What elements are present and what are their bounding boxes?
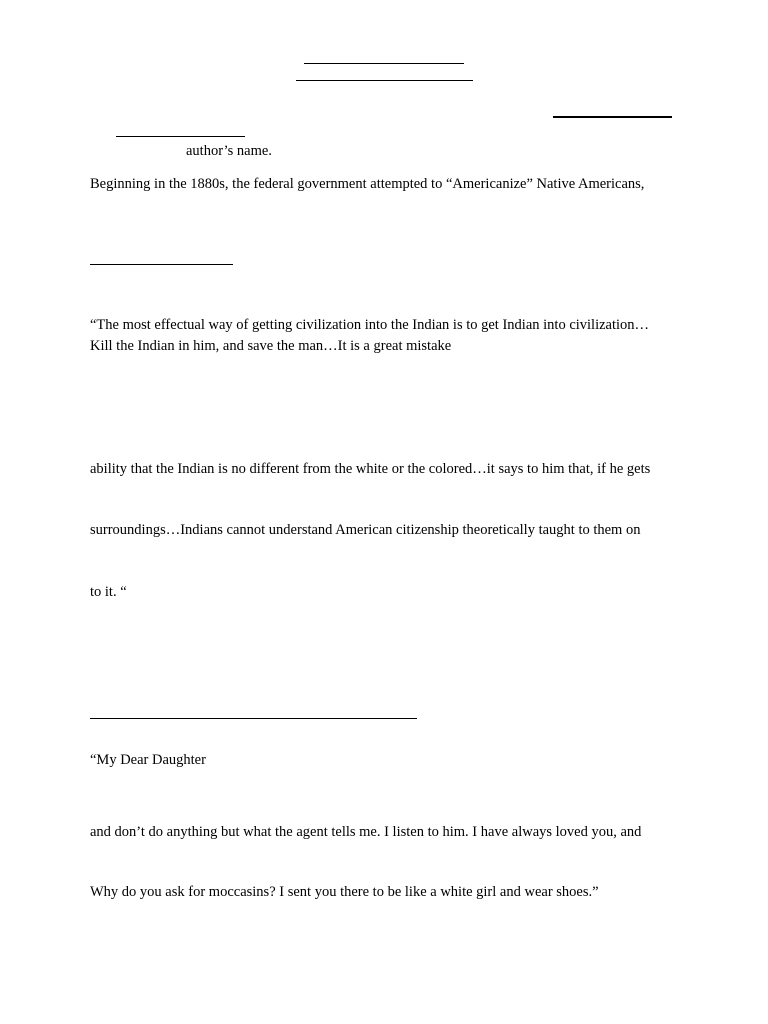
quote1-line-1: “The most effectual way of getting civilization into the Indian is to get Indian into civilization… — [90, 317, 650, 333]
letter-line-1: and don’t do anything but what the agent tells me. I listen to him. I have always loved you, and — [90, 824, 642, 840]
author-label: author’s name. — [186, 143, 272, 159]
letter-line-2: Why do you ask for moccasins? I sent you there to be like a white girl and wear shoes.” — [90, 884, 599, 900]
quote1-line-2: Kill the Indian in him, and save the man…It is a great mistake — [90, 338, 452, 354]
author-blank-line — [116, 136, 245, 137]
letter-salutation: “My Dear Daughter — [90, 752, 206, 768]
quote1-line-4: surroundings…Indians cannot understand American citizenship theoretically taught to them on — [90, 522, 641, 538]
section-heading-blank-1 — [90, 264, 233, 265]
name-blank-line — [553, 116, 672, 118]
section-heading-blank-2 — [90, 718, 417, 719]
title-blank-line-2 — [296, 80, 473, 81]
title-blank-line-1 — [304, 63, 464, 64]
quote1-line-5: to it. “ — [90, 584, 127, 600]
intro-line: Beginning in the 1880s, the federal government attempted to “Americanize” Native Americans, — [90, 176, 645, 192]
quote1-line-3: ability that the Indian is no different from the white or the colored…it says to him that, if he gets — [90, 461, 651, 477]
